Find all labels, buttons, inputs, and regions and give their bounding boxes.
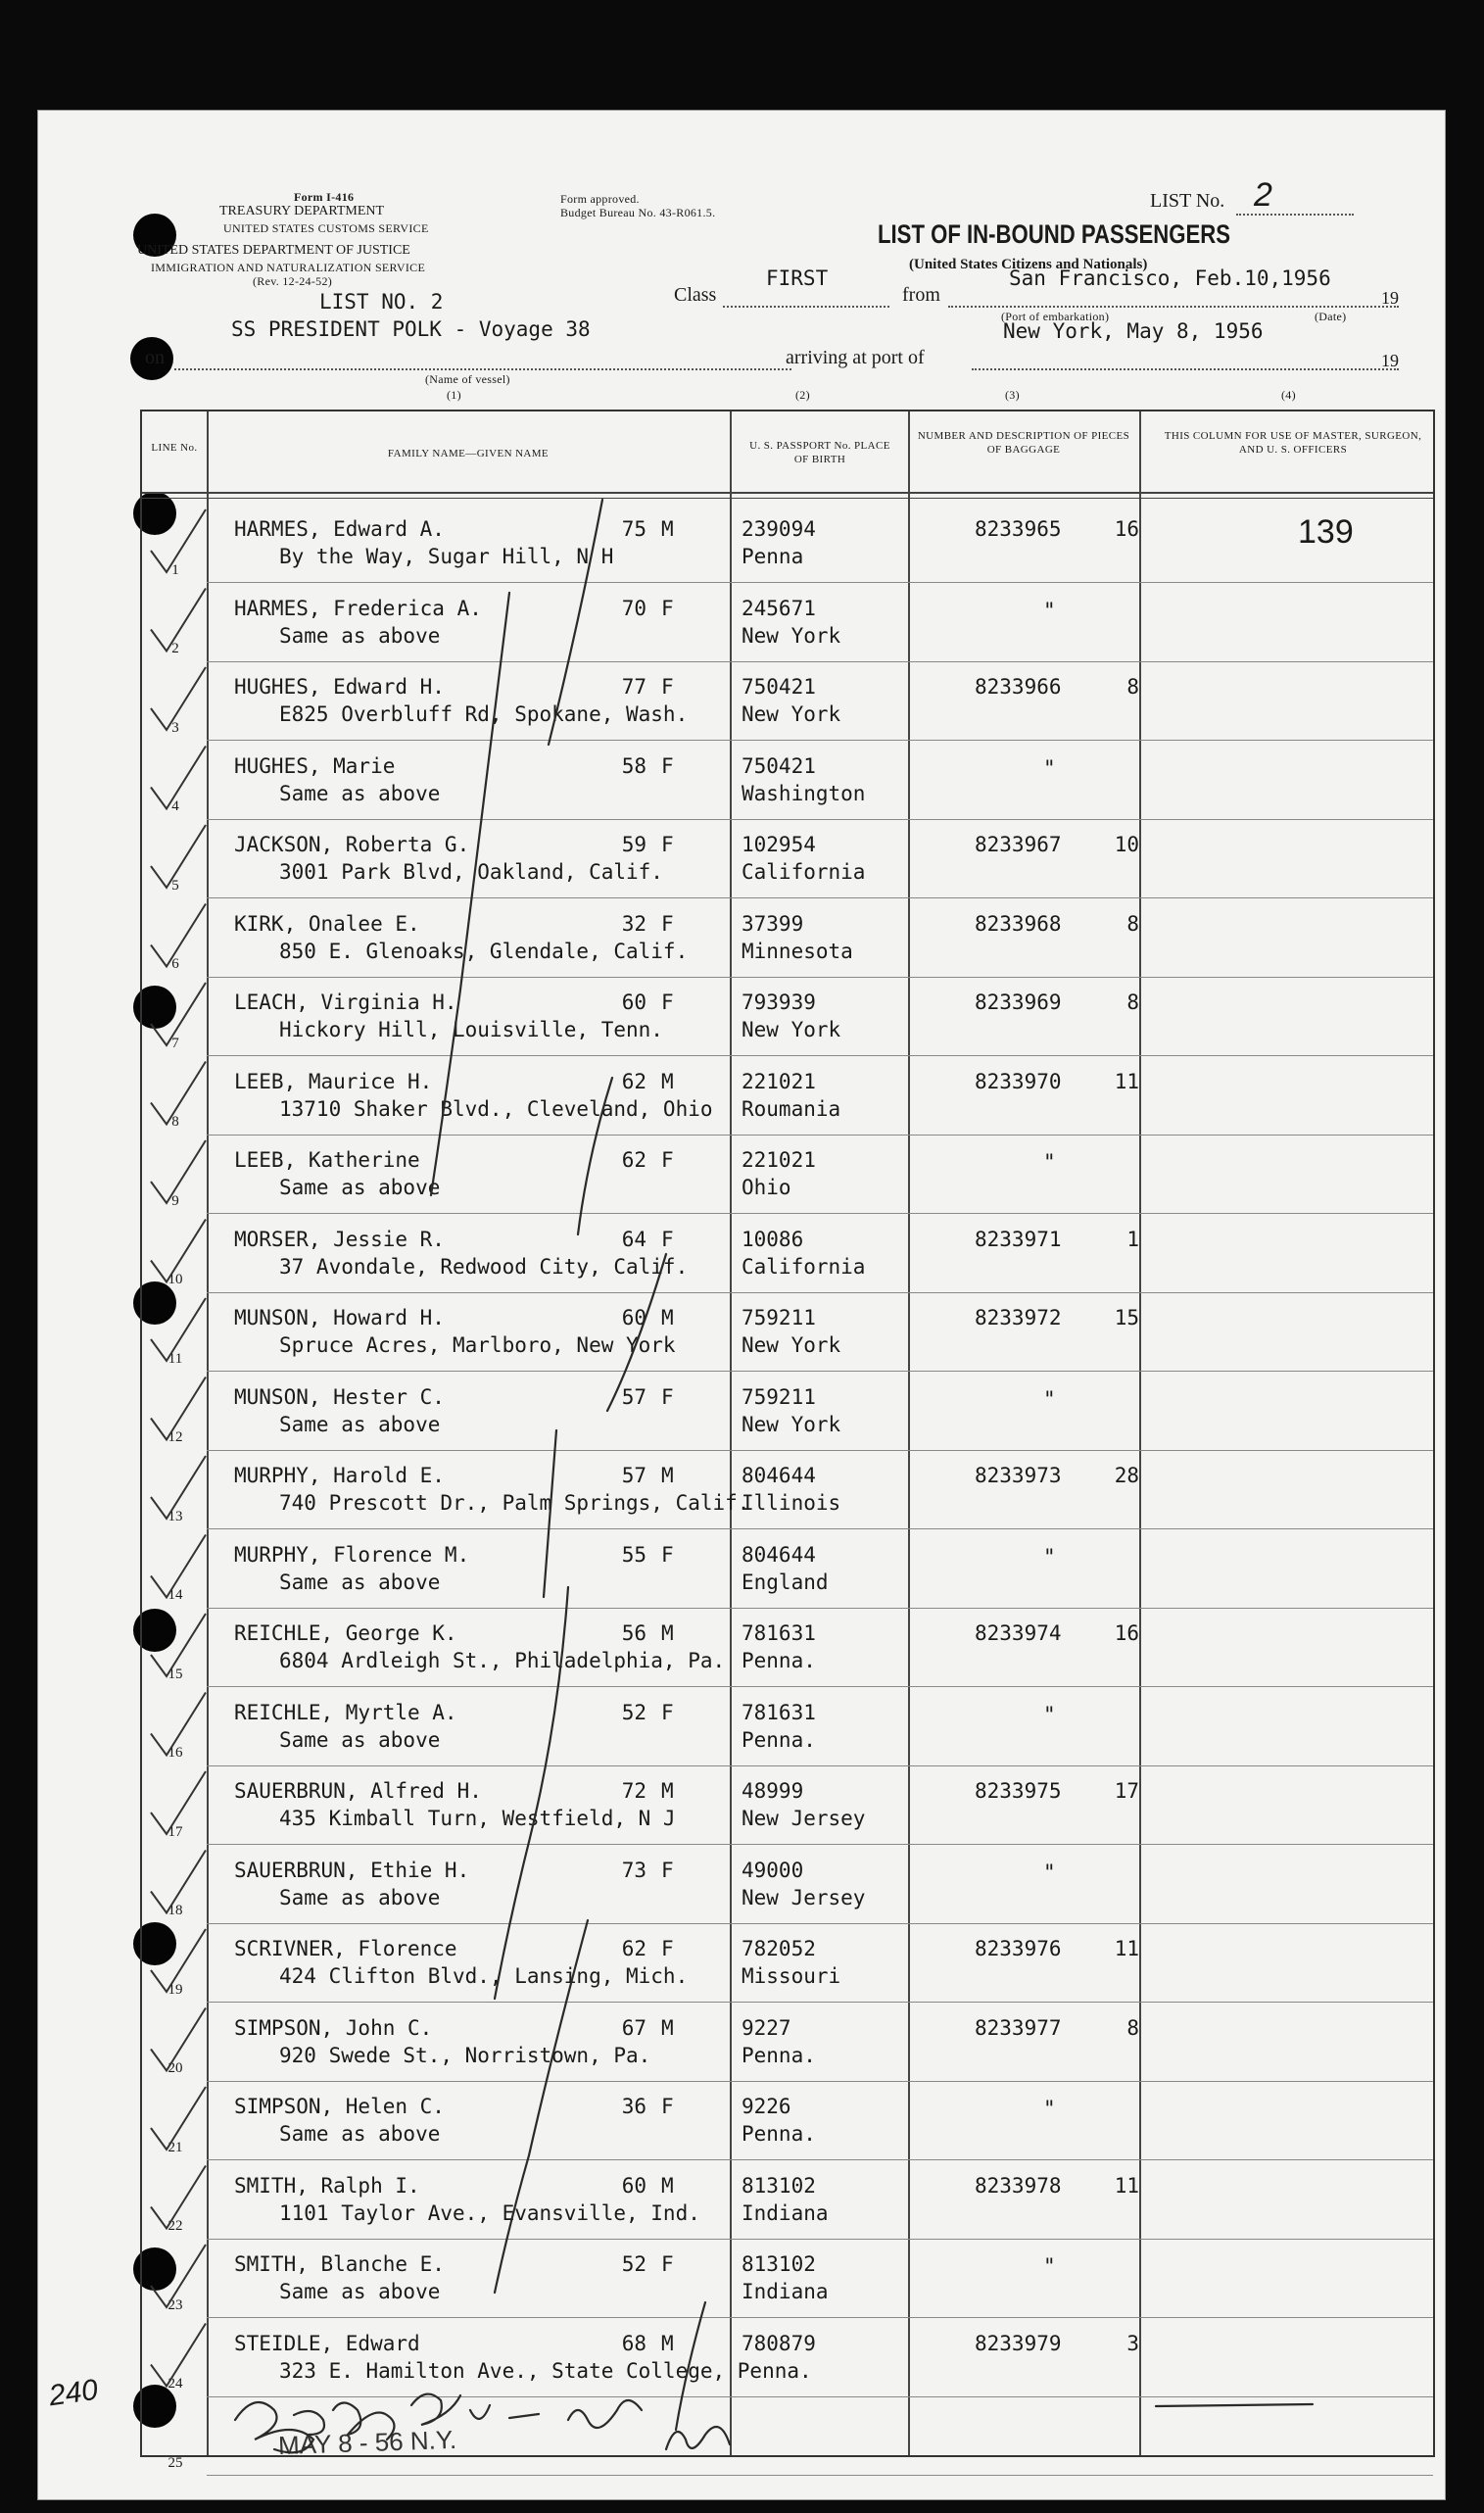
passenger-address: 1101 Taylor Ave., Evansville, Ind. bbox=[279, 2200, 700, 2225]
passenger-age: 64 bbox=[621, 1227, 646, 1251]
passenger-address: Same as above bbox=[279, 1885, 441, 1909]
passenger-sex: M bbox=[661, 1306, 674, 1329]
passport-number: 781631 bbox=[742, 1621, 816, 1645]
passenger-address: 13710 Shaker Blvd., Cleveland, Ohio bbox=[279, 1096, 713, 1121]
place-of-birth: New York bbox=[742, 1333, 841, 1357]
passenger-name: HUGHES, Marie bbox=[234, 753, 396, 778]
baggage-number: 8233966 bbox=[975, 675, 1062, 699]
passenger-name: REICHLE, George K. bbox=[234, 1621, 457, 1645]
col-header-line-no: LINE No. bbox=[151, 442, 198, 454]
table-row bbox=[142, 1529, 1433, 1609]
line-number: 14 bbox=[168, 1587, 183, 1603]
ditto-mark: " bbox=[1043, 755, 1056, 780]
passenger-address: Spruce Acres, Marlboro, New York bbox=[279, 1333, 676, 1357]
passenger-address: 920 Swede St., Norristown, Pa. bbox=[279, 2043, 651, 2067]
table-row bbox=[142, 1372, 1433, 1451]
place-of-birth: Penna. bbox=[742, 1649, 816, 1672]
baggage-pieces: 16 bbox=[1114, 517, 1139, 541]
passenger-sex: F bbox=[661, 833, 674, 856]
ditto-mark: " bbox=[1043, 1150, 1056, 1174]
table-row bbox=[142, 741, 1433, 820]
passenger-name: MURPHY, Florence M. bbox=[234, 1542, 470, 1567]
vessel-line bbox=[174, 368, 791, 370]
line-number: 19 bbox=[168, 1981, 183, 1998]
passport-number: 759211 bbox=[742, 1306, 816, 1329]
line-number: 3 bbox=[171, 719, 179, 736]
passenger-sex: M bbox=[661, 1779, 674, 1803]
passenger-sex: F bbox=[661, 911, 674, 936]
revision-label: (Rev. 12-24-52) bbox=[253, 274, 333, 288]
baggage-number: 8233967 bbox=[975, 833, 1062, 856]
passenger-address: Same as above bbox=[279, 1176, 441, 1199]
passenger-sex: F bbox=[661, 753, 674, 778]
ditto-mark: " bbox=[1043, 2097, 1056, 2120]
baggage-pieces: 1 bbox=[1126, 1227, 1139, 1251]
passenger-name: JACKSON, Roberta G. bbox=[234, 833, 470, 856]
line-number: 13 bbox=[168, 1508, 183, 1524]
passenger-age: 32 bbox=[621, 911, 646, 936]
table-row bbox=[142, 1687, 1433, 1766]
line-number: 22 bbox=[168, 2218, 183, 2234]
passenger-address: Same as above bbox=[279, 2122, 441, 2146]
year-label-2: 19 bbox=[1381, 351, 1399, 370]
place-of-birth: Ohio bbox=[742, 1176, 791, 1199]
passenger-name: MUNSON, Howard H. bbox=[234, 1306, 445, 1329]
passport-number: 48999 bbox=[742, 1779, 804, 1803]
passport-number: 782052 bbox=[742, 1937, 816, 1960]
table-row bbox=[142, 2318, 1433, 2397]
passenger-name: SMITH, Blanche E. bbox=[234, 2252, 445, 2276]
passenger-age: 59 bbox=[621, 833, 646, 856]
passenger-sex: F bbox=[661, 675, 674, 699]
table-row bbox=[142, 2160, 1433, 2240]
passenger-name: KIRK, Onalee E. bbox=[234, 911, 420, 936]
place-of-birth: California bbox=[742, 860, 866, 884]
place-of-birth: California bbox=[742, 1254, 866, 1279]
passenger-address: 3001 Park Blvd, Oakland, Calif. bbox=[279, 860, 663, 884]
from-value: San Francisco, Feb.10,1956 bbox=[1009, 266, 1331, 290]
passenger-sex: M bbox=[661, 1621, 674, 1645]
place-of-birth: New York bbox=[742, 623, 841, 648]
form-number: Form I-416 bbox=[294, 190, 355, 204]
baggage-pieces: 8 bbox=[1126, 2015, 1139, 2040]
place-of-birth: Illinois bbox=[742, 1491, 841, 1515]
table-row bbox=[142, 504, 1433, 583]
col-header-baggage: NUMBER AND DESCRIPTION OF PIECES OF BAGGAGE bbox=[917, 430, 1130, 456]
line-number: 24 bbox=[168, 2376, 183, 2392]
place-of-birth: Penna. bbox=[742, 2043, 816, 2067]
baggage-pieces: 11 bbox=[1114, 1069, 1139, 1093]
passenger-sex: F bbox=[661, 1542, 674, 1567]
baggage-number: 8233971 bbox=[975, 1227, 1062, 1251]
arrival-value: New York, May 8, 1956 bbox=[1003, 319, 1264, 343]
passenger-name: SMITH, Ralph I. bbox=[234, 2173, 420, 2198]
passenger-sex: M bbox=[661, 2015, 674, 2040]
passenger-age: 55 bbox=[621, 1542, 646, 1567]
col-header-name: FAMILY NAME—GIVEN NAME bbox=[387, 448, 550, 459]
passenger-name: SAUERBRUN, Alfred H. bbox=[234, 1779, 482, 1803]
passenger-sex: F bbox=[661, 1148, 674, 1172]
line-number: 9 bbox=[171, 1192, 179, 1209]
line-number: 6 bbox=[171, 956, 179, 972]
passenger-sex: M bbox=[661, 1069, 674, 1093]
row-divider bbox=[207, 2475, 1433, 2476]
passenger-sex: F bbox=[661, 1700, 674, 1724]
list-no-line bbox=[1236, 214, 1354, 216]
ins-label: IMMIGRATION AND NATURALIZATION SERVICE bbox=[151, 261, 426, 274]
passenger-address: 435 Kimball Turn, Westfield, N J bbox=[279, 1807, 676, 1830]
passenger-age: 62 bbox=[621, 1148, 646, 1172]
passenger-name: SCRIVNER, Florence bbox=[234, 1937, 457, 1960]
table-row bbox=[142, 1214, 1433, 1293]
table-row bbox=[142, 1056, 1433, 1136]
passenger-name: SAUERBRUN, Ethie H. bbox=[234, 1858, 470, 1882]
passenger-age: 68 bbox=[621, 2331, 646, 2355]
passport-number: 750421 bbox=[742, 753, 816, 778]
passport-number: 221021 bbox=[742, 1148, 816, 1172]
baggage-pieces: 8 bbox=[1126, 675, 1139, 699]
passport-number: 793939 bbox=[742, 991, 816, 1014]
place-of-birth: Minnesota bbox=[742, 939, 853, 963]
passenger-age: 77 bbox=[621, 675, 646, 699]
budget-label: Budget Bureau No. 43-R061.5. bbox=[560, 206, 716, 219]
place-of-birth: New Jersey bbox=[742, 1807, 866, 1830]
passport-number: 813102 bbox=[742, 2252, 816, 2276]
passenger-age: 62 bbox=[621, 1937, 646, 1960]
col-header-officers: THIS COLUMN FOR USE OF MASTER, SURGEON, AND U. S. OFFICERS bbox=[1164, 430, 1422, 456]
list-no-handwritten: 2 bbox=[1254, 176, 1272, 214]
passenger-address: 6804 Ardleigh St., Philadelphia, Pa. bbox=[279, 1649, 726, 1672]
passenger-age: 72 bbox=[621, 1779, 646, 1803]
passenger-name: HUGHES, Edward H. bbox=[234, 675, 445, 699]
baggage-number: 8233978 bbox=[975, 2173, 1062, 2198]
passenger-address: Same as above bbox=[279, 1570, 441, 1594]
passport-number: 781631 bbox=[742, 1700, 816, 1724]
place-of-birth: Penna. bbox=[742, 1727, 816, 1752]
line-number: 10 bbox=[168, 1272, 183, 1287]
baggage-number: 8233968 bbox=[975, 911, 1062, 936]
passenger-name: LEEB, Maurice H. bbox=[234, 1069, 433, 1093]
passenger-age: 60 bbox=[621, 1306, 646, 1329]
passenger-name: MURPHY, Harold E. bbox=[234, 1464, 445, 1487]
place-of-birth: Indiana bbox=[742, 2200, 829, 2225]
table-row bbox=[142, 1608, 1433, 1687]
line-number: 16 bbox=[168, 1745, 183, 1761]
passenger-age: 75 bbox=[621, 517, 646, 541]
passport-number: 37399 bbox=[742, 911, 804, 936]
table-row bbox=[142, 1765, 1433, 1845]
passenger-name: MUNSON, Hester C. bbox=[234, 1384, 445, 1409]
passenger-sex: F bbox=[661, 1227, 674, 1251]
passport-number: 49000 bbox=[742, 1858, 804, 1882]
baggage-pieces: 17 bbox=[1114, 1779, 1139, 1803]
baggage-pieces: 3 bbox=[1126, 2331, 1139, 2355]
place-of-birth: New York bbox=[742, 1412, 841, 1436]
col-marker-1: (1) bbox=[447, 388, 461, 402]
passenger-address: E825 Overbluff Rd, Spokane, Wash. bbox=[279, 702, 689, 726]
place-of-birth: New York bbox=[742, 1018, 841, 1041]
line-number: 11 bbox=[168, 1350, 183, 1367]
passenger-sex: F bbox=[661, 2095, 674, 2118]
passenger-sex: F bbox=[661, 1858, 674, 1882]
ditto-mark: " bbox=[1043, 1544, 1056, 1569]
arrival-stamp: MAY 8 - 56 N.Y. bbox=[277, 2424, 457, 2461]
baggage-number: 8233970 bbox=[975, 1069, 1062, 1093]
baggage-pieces: 11 bbox=[1114, 1937, 1139, 1960]
baggage-number: 8233969 bbox=[975, 991, 1062, 1014]
table-row bbox=[142, 2003, 1433, 2082]
passport-number: 221021 bbox=[742, 1069, 816, 1093]
baggage-pieces: 10 bbox=[1114, 833, 1139, 856]
baggage-number: 8233976 bbox=[975, 1937, 1062, 1960]
table-row bbox=[142, 583, 1433, 662]
baggage-pieces: 28 bbox=[1114, 1464, 1139, 1487]
passport-number: 759211 bbox=[742, 1384, 816, 1409]
passenger-age: 73 bbox=[621, 1858, 646, 1882]
passenger-age: 52 bbox=[621, 1700, 646, 1724]
from-line bbox=[948, 306, 1399, 308]
list-number-typed: LIST NO. 2 bbox=[319, 290, 444, 314]
place-of-birth: England bbox=[742, 1570, 829, 1594]
class-value: FIRST bbox=[766, 266, 829, 290]
on-label: on bbox=[145, 347, 165, 368]
passenger-age: 57 bbox=[621, 1464, 646, 1487]
from-label: from bbox=[902, 284, 940, 306]
place-of-birth: New York bbox=[742, 702, 841, 726]
class-line bbox=[723, 306, 889, 308]
port-embark-note: (Port of embarkation) bbox=[1001, 310, 1110, 323]
passenger-address: Hickory Hill, Louisville, Tenn. bbox=[279, 1018, 663, 1041]
passenger-age: 57 bbox=[621, 1384, 646, 1409]
officer-note: 139 bbox=[1298, 513, 1354, 551]
passenger-address: Same as above bbox=[279, 1412, 441, 1436]
baggage-number: 8233977 bbox=[975, 2015, 1062, 2040]
place-of-birth: Penna bbox=[742, 545, 804, 568]
passenger-age: 60 bbox=[621, 2173, 646, 2198]
passenger-name: REICHLE, Myrtle A. bbox=[234, 1700, 457, 1724]
passenger-age: 62 bbox=[621, 1069, 646, 1093]
passport-number: 239094 bbox=[742, 517, 816, 541]
table-row bbox=[142, 1845, 1433, 1924]
passenger-address: 37 Avondale, Redwood City, Calif. bbox=[279, 1254, 689, 1279]
table-row bbox=[142, 1135, 1433, 1214]
col-header-passport: U. S. PASSPORT No. PLACE OF BIRTH bbox=[749, 440, 890, 465]
arriving-label: arriving at port of bbox=[786, 347, 925, 368]
line-number: 7 bbox=[171, 1035, 179, 1051]
table-row bbox=[142, 1923, 1433, 2003]
place-of-birth: Roumania bbox=[742, 1096, 841, 1121]
passport-number: 804644 bbox=[742, 1542, 816, 1567]
baggage-pieces: 15 bbox=[1114, 1306, 1139, 1329]
passenger-address: Same as above bbox=[279, 781, 441, 805]
margin-note: 240 bbox=[46, 2373, 101, 2413]
baggage-pieces: 11 bbox=[1114, 2173, 1139, 2198]
passenger-sex: F bbox=[661, 1384, 674, 1409]
passenger-sex: F bbox=[661, 2252, 674, 2276]
passenger-sex: F bbox=[661, 991, 674, 1014]
table-row bbox=[142, 898, 1433, 978]
table-row bbox=[142, 2239, 1433, 2318]
ditto-mark: " bbox=[1043, 2254, 1056, 2278]
passport-number: 102954 bbox=[742, 833, 816, 856]
passenger-sex: F bbox=[661, 1937, 674, 1960]
page-subtitle: (United States Citizens and Nationals) bbox=[909, 257, 1148, 272]
passenger-address: 740 Prescott Dr., Palm Springs, Calif. bbox=[279, 1491, 750, 1515]
passenger-name: HARMES, Frederica A. bbox=[234, 596, 482, 620]
passport-number: 750421 bbox=[742, 675, 816, 699]
baggage-number: 8233975 bbox=[975, 1779, 1062, 1803]
table-row bbox=[142, 1450, 1433, 1529]
passenger-name: LEEB, Katherine bbox=[234, 1148, 420, 1172]
passenger-age: 52 bbox=[621, 2252, 646, 2276]
place-of-birth: Penna. bbox=[742, 2122, 816, 2146]
baggage-pieces: 8 bbox=[1126, 991, 1139, 1014]
passenger-age: 56 bbox=[621, 1621, 646, 1645]
passenger-sex: F bbox=[661, 596, 674, 620]
line-number: 8 bbox=[171, 1114, 179, 1130]
passenger-age: 60 bbox=[621, 991, 646, 1014]
passenger-address: 850 E. Glenoaks, Glendale, Calif. bbox=[279, 939, 689, 963]
baggage-number: 8233965 bbox=[975, 517, 1062, 541]
passenger-name: STEIDLE, Edward bbox=[234, 2331, 420, 2355]
justice-label: UNITED STATES DEPARTMENT OF JUSTICE bbox=[137, 243, 410, 258]
passenger-sex: M bbox=[661, 2173, 674, 2198]
passenger-name: SIMPSON, John C. bbox=[234, 2015, 433, 2040]
line-number: 20 bbox=[168, 2060, 183, 2076]
baggage-number: 8233973 bbox=[975, 1464, 1062, 1487]
passport-number: 804644 bbox=[742, 1464, 816, 1487]
place-of-birth: Missouri bbox=[742, 1964, 841, 1988]
line-number: 12 bbox=[168, 1429, 183, 1445]
passenger-address: 424 Clifton Blvd., Lansing, Mich. bbox=[279, 1964, 689, 1988]
ditto-mark: " bbox=[1043, 1702, 1056, 1726]
table-row bbox=[142, 2081, 1433, 2160]
date-note: (Date) bbox=[1315, 310, 1347, 323]
line-number: 15 bbox=[168, 1666, 183, 1682]
year-label-1: 19 bbox=[1381, 288, 1399, 308]
passport-number: 9227 bbox=[742, 2015, 791, 2040]
table-row bbox=[142, 977, 1433, 1056]
place-of-birth: Washington bbox=[742, 781, 866, 805]
line-number: 2 bbox=[171, 641, 179, 656]
passenger-age: 36 bbox=[621, 2095, 646, 2118]
list-no-label: LIST No. bbox=[1150, 190, 1225, 212]
header-divider bbox=[142, 498, 1433, 499]
treasury-label: TREASURY DEPARTMENT bbox=[219, 204, 385, 218]
line-number: 5 bbox=[171, 877, 179, 894]
passenger-address: By the Way, Sugar Hill, N H bbox=[279, 545, 614, 568]
col-marker-3: (3) bbox=[1005, 388, 1020, 402]
passenger-sex: M bbox=[661, 2331, 674, 2355]
ditto-mark: " bbox=[1043, 1386, 1056, 1411]
passenger-name: HARMES, Edward A. bbox=[234, 517, 445, 541]
passenger-address: 323 E. Hamilton Ave., State College, Penna. bbox=[279, 2358, 812, 2383]
passenger-sex: M bbox=[661, 1464, 674, 1487]
vessel-note: (Name of vessel) bbox=[425, 372, 510, 386]
passenger-age: 58 bbox=[621, 753, 646, 778]
line-number: 17 bbox=[168, 1823, 183, 1840]
ditto-mark: " bbox=[1043, 1860, 1056, 1884]
passenger-age: 67 bbox=[621, 2015, 646, 2040]
col-marker-2: (2) bbox=[795, 388, 810, 402]
ditto-mark: " bbox=[1043, 598, 1056, 622]
baggage-number: 8233974 bbox=[975, 1621, 1062, 1645]
passport-number: 780879 bbox=[742, 2331, 816, 2355]
passenger-address: Same as above bbox=[279, 1727, 441, 1752]
line-number: 18 bbox=[168, 1903, 183, 1918]
line-number: 4 bbox=[171, 798, 179, 814]
passport-number: 9226 bbox=[742, 2095, 791, 2118]
passenger-name: SIMPSON, Helen C. bbox=[234, 2095, 445, 2118]
place-of-birth: New Jersey bbox=[742, 1885, 866, 1909]
table-row bbox=[142, 1292, 1433, 1372]
place-of-birth: Indiana bbox=[742, 2280, 829, 2303]
vessel-value: SS PRESIDENT POLK - Voyage 38 bbox=[231, 317, 591, 341]
header-divider bbox=[142, 492, 1433, 494]
passport-number: 813102 bbox=[742, 2173, 816, 2198]
passenger-table bbox=[140, 410, 1435, 2471]
arrival-line bbox=[972, 368, 1399, 370]
passenger-name: LEACH, Virginia H. bbox=[234, 991, 457, 1014]
form-approved-label: Form approved. bbox=[560, 192, 640, 206]
col-marker-4: (4) bbox=[1281, 388, 1296, 402]
customs-label: UNITED STATES CUSTOMS SERVICE bbox=[223, 221, 429, 235]
line-number: 21 bbox=[168, 2139, 183, 2155]
passenger-address: Same as above bbox=[279, 2280, 441, 2303]
baggage-number: 8233979 bbox=[975, 2331, 1062, 2355]
passport-number: 10086 bbox=[742, 1227, 804, 1251]
passport-number: 245671 bbox=[742, 596, 816, 620]
line-number: 25 bbox=[168, 2454, 183, 2471]
baggage-number: 8233972 bbox=[975, 1306, 1062, 1329]
passenger-sex: M bbox=[661, 517, 674, 541]
passenger-address: Same as above bbox=[279, 623, 441, 648]
passenger-name: MORSER, Jessie R. bbox=[234, 1227, 445, 1251]
passenger-age: 70 bbox=[621, 596, 646, 620]
class-label: Class bbox=[674, 284, 717, 306]
baggage-pieces: 16 bbox=[1114, 1621, 1139, 1645]
baggage-pieces: 8 bbox=[1126, 911, 1139, 936]
line-number: 23 bbox=[168, 2296, 183, 2313]
table-row bbox=[142, 661, 1433, 741]
table-row bbox=[142, 819, 1433, 898]
page-title: LIST OF IN-BOUND PASSENGERS bbox=[878, 219, 1231, 249]
line-number: 1 bbox=[171, 561, 179, 578]
